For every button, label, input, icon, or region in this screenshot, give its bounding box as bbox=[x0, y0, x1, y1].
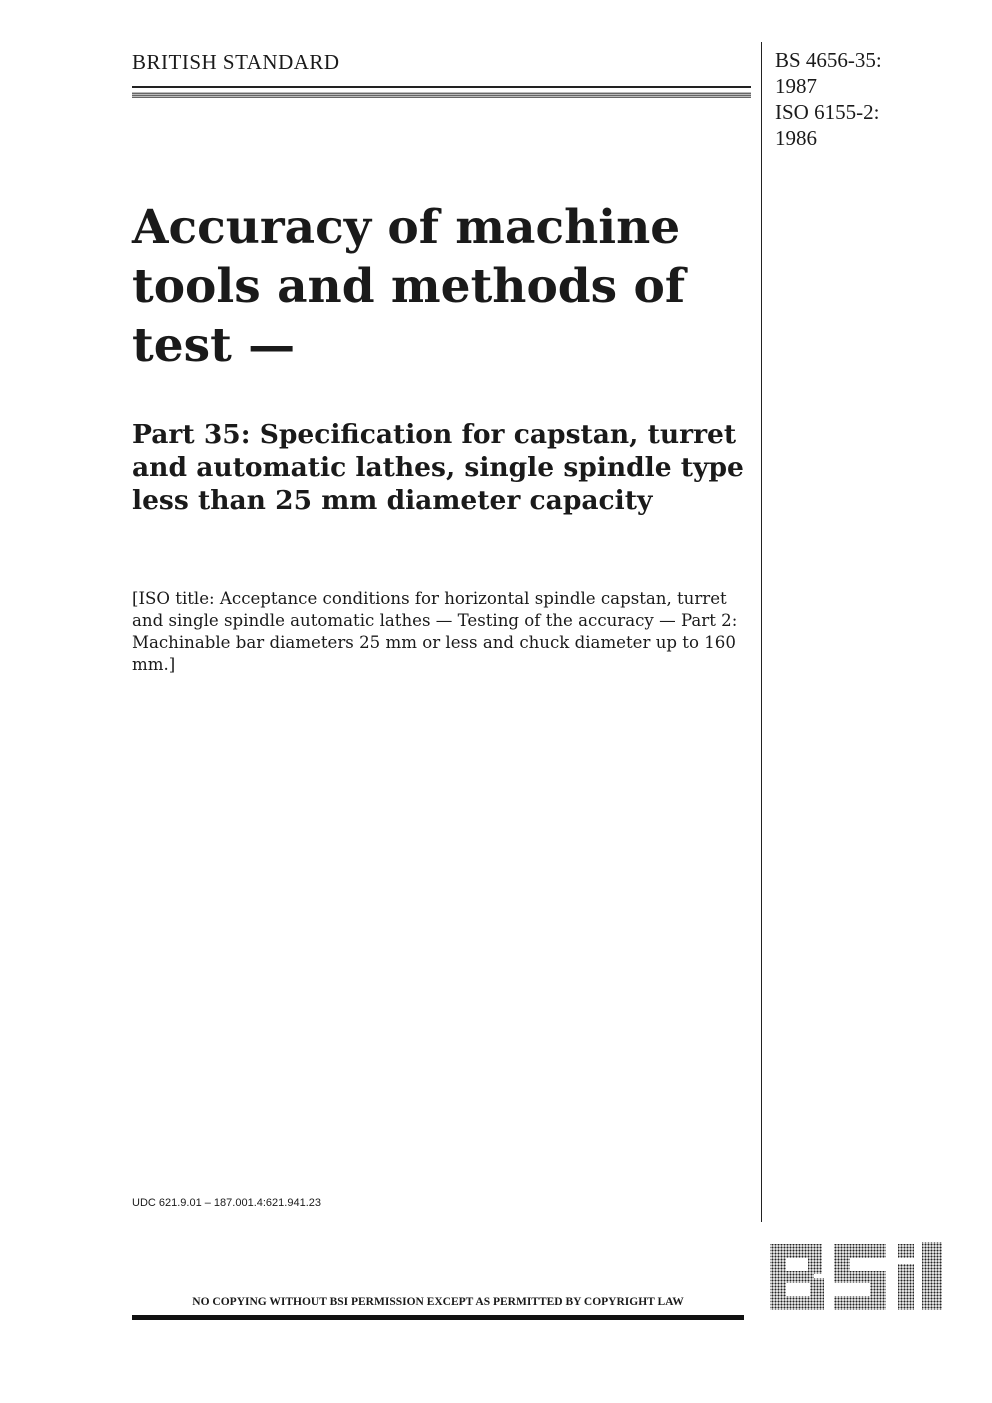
header-rule-shaded bbox=[132, 92, 751, 98]
footer-rule bbox=[132, 1315, 744, 1320]
bsi-logo-icon bbox=[768, 1240, 946, 1314]
header-rule bbox=[132, 86, 751, 88]
header-label: BRITISH STANDARD bbox=[132, 50, 340, 74]
document-title: Accuracy of machine tools and methods of test — bbox=[132, 200, 686, 373]
iso-title-note: [ISO title: Acceptance conditions for horizontal spindle capstan, turret and single spindle automatic lathes — Testing of the accuracy — Part 2: Machinable bar diameters 25 mm or less and chuck diameter up to 160 mm.] bbox=[132, 589, 738, 674]
iso-standard-number: ISO 6155-2: 1986 bbox=[775, 100, 880, 150]
column-divider bbox=[761, 42, 762, 1222]
copyright-notice: NO COPYING WITHOUT BSI PERMISSION EXCEPT AS PERMITTED BY COPYRIGHT LAW bbox=[192, 1296, 684, 1308]
document-part-title: Part 35: Specification for capstan, turret and automatic lathes, single spindle type less than 25 mm diameter capacity bbox=[132, 419, 744, 516]
udc-classification: UDC 621.9.01 – 187.001.4:621.941.23 bbox=[132, 1197, 321, 1209]
bs-standard-number: BS 4656-35: 1987 bbox=[775, 48, 882, 98]
